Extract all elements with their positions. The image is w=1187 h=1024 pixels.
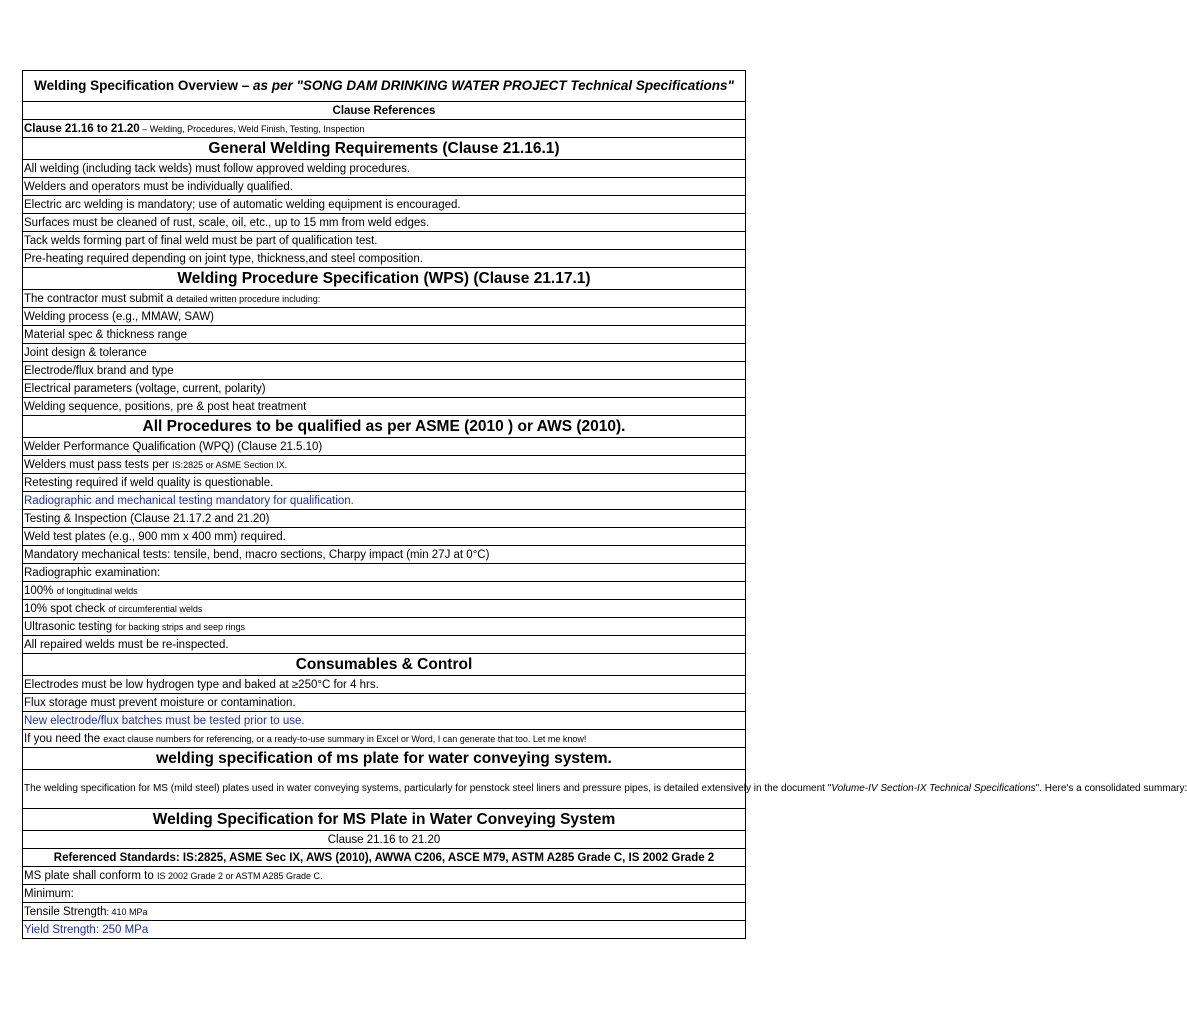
consumables-heading-row bbox=[23, 654, 746, 676]
general-heading[interactable]: General Welding Requirements (Clause 21.16.1) bbox=[23, 138, 746, 160]
specification-sheet bbox=[22, 70, 1187, 939]
welder-test-item[interactable] bbox=[23, 456, 746, 474]
yield-strength-item[interactable]: Yield Strength: 250 MPa bbox=[23, 921, 746, 939]
general-item[interactable]: Tack welds forming part of final weld must be part of qualification test. bbox=[23, 232, 746, 250]
referenced-standards[interactable]: Referenced Standards: IS:2825, ASME Sec IX, AWS (2010), AWWA C206, ASCE M79, ASTM A285 Grade C, IS 2002 Grade 2 bbox=[23, 849, 746, 867]
ultrasonic-item[interactable] bbox=[23, 618, 746, 636]
title-main: Welding Specification Overview – bbox=[34, 78, 253, 93]
spot-check-main: 10% spot check bbox=[24, 602, 109, 615]
title-italic: as per "SONG DAM DRINKING WATER PROJECT Technical Specifications" bbox=[252, 78, 734, 93]
sheet-title[interactable] bbox=[23, 71, 746, 102]
general-item[interactable]: Electric arc welding is mandatory; use of automatic welding equipment is encouraged. bbox=[23, 196, 746, 214]
general-item[interactable]: Pre-heating required depending on joint type, thickness,and steel composition. bbox=[23, 250, 746, 268]
longitudinal-main: 100% bbox=[24, 584, 57, 597]
new-batch-item[interactable]: New electrode/flux batches must be tested prior to use. bbox=[23, 712, 746, 730]
tensile-main: Tensile Strength bbox=[24, 905, 107, 918]
help-note-main: If you need the bbox=[24, 732, 104, 745]
wpq-subheading[interactable]: Welder Performance Qualification (WPQ) (Clause 21.5.10) bbox=[23, 438, 746, 456]
conform-main: MS plate shall conform to bbox=[24, 869, 157, 882]
summary-part2: ". Here's a consolidated summary: bbox=[1035, 783, 1187, 794]
ms-clause-range[interactable]: Clause 21.16 to 21.20 bbox=[23, 831, 746, 849]
wps-heading-row bbox=[23, 268, 746, 290]
clause-range-row bbox=[23, 120, 746, 138]
flux-item[interactable]: Flux storage must prevent moisture or contamination. bbox=[23, 694, 746, 712]
wps-item[interactable]: Electrical parameters (voltage, current, polarity) bbox=[23, 380, 746, 398]
general-item[interactable]: Welders and operators must be individually qualified. bbox=[23, 178, 746, 196]
asme-heading[interactable]: All Procedures to be qualified as per ASME (2010 ) or AWS (2010). bbox=[23, 416, 746, 438]
wps-item[interactable]: Material spec & thickness range bbox=[23, 326, 746, 344]
clause-references-row bbox=[23, 102, 746, 120]
wps-intro-main: The contractor must submit a bbox=[24, 292, 177, 305]
ultrasonic-small: for backing strips and seep rings bbox=[115, 621, 245, 632]
mechanical-tests-item[interactable]: Mandatory mechanical tests: tensile, bend, macro sections, Charpy impact (min 27J at 0°C) bbox=[23, 546, 746, 564]
clause-range-desc: – Welding, Procedures, Weld Finish, Testing, Inspection bbox=[139, 123, 365, 134]
longitudinal-small: of longitudinal welds bbox=[56, 585, 138, 596]
ms-plate-heading[interactable]: welding specification of ms plate for water conveying system. bbox=[23, 748, 746, 770]
wps-intro-small: detailed written procedure including: bbox=[176, 293, 321, 304]
tensile-value: : 410 MPa bbox=[106, 906, 148, 917]
ultrasonic-main: Ultrasonic testing bbox=[24, 620, 116, 633]
summary-row bbox=[23, 770, 746, 809]
help-note-small: exact clause numbers for referencing, or a ready-to-use summary in Excel or Word, I can generate that too. Let me know! bbox=[103, 733, 587, 744]
radiographic-exam-item[interactable]: Radiographic examination: bbox=[23, 564, 746, 582]
spot-check-small: of circumferential welds bbox=[108, 603, 203, 614]
retest-item[interactable]: Retesting required if weld quality is questionable. bbox=[23, 474, 746, 492]
summary-document-name: Volume-IV Section-IX Technical Specifications bbox=[831, 783, 1036, 794]
general-item[interactable]: Surfaces must be cleaned of rust, scale, oil, etc., up to 15 mm from weld edges. bbox=[23, 214, 746, 232]
consumables-heading[interactable]: Consumables & Control bbox=[23, 654, 746, 676]
wps-item[interactable]: Welding sequence, positions, pre & post heat treatment bbox=[23, 398, 746, 416]
test-plates-item[interactable]: Weld test plates (e.g., 900 mm x 400 mm) required. bbox=[23, 528, 746, 546]
help-note[interactable] bbox=[23, 730, 746, 748]
wps-item[interactable]: Electrode/flux brand and type bbox=[23, 362, 746, 380]
wps-intro[interactable] bbox=[23, 290, 746, 308]
wps-item[interactable]: Joint design & tolerance bbox=[23, 344, 746, 362]
welder-test-small: IS:2825 or ASME Section IX. bbox=[172, 459, 288, 470]
longitudinal-welds-item[interactable] bbox=[23, 582, 746, 600]
ms-spec-heading[interactable]: Welding Specification for MS Plate in Water Conveying System bbox=[23, 809, 746, 831]
welder-test-main: Welders must pass tests per bbox=[24, 458, 173, 471]
repaired-welds-item[interactable]: All repaired welds must be re-inspected. bbox=[23, 636, 746, 654]
minimum-label[interactable]: Minimum: bbox=[23, 885, 746, 903]
clause-references-header[interactable]: Clause References bbox=[23, 102, 746, 120]
general-item[interactable]: All welding (including tack welds) must follow approved welding procedures. bbox=[23, 160, 746, 178]
ms-spec-heading-row bbox=[23, 809, 746, 831]
wps-item[interactable]: Welding process (e.g., MMAW, SAW) bbox=[23, 308, 746, 326]
summary-paragraph[interactable] bbox=[23, 770, 1187, 809]
clause-range-bold: Clause 21.16 to 21.20 bbox=[24, 122, 140, 135]
ms-heading-row bbox=[23, 748, 746, 770]
conform-small: IS 2002 Grade 2 or ASTM A285 Grade C. bbox=[156, 870, 323, 881]
asme-heading-row bbox=[23, 416, 746, 438]
tensile-strength-item[interactable] bbox=[23, 903, 746, 921]
conform-item[interactable] bbox=[23, 867, 746, 885]
testing-subheading[interactable]: Testing & Inspection (Clause 21.17.2 and 21.20) bbox=[23, 510, 746, 528]
spot-check-item[interactable] bbox=[23, 600, 746, 618]
electrodes-item[interactable]: Electrodes must be low hydrogen type and baked at ≥250°C for 4 hrs. bbox=[23, 676, 746, 694]
general-heading-row bbox=[23, 138, 746, 160]
clause-range-cell[interactable] bbox=[23, 120, 746, 138]
title-row bbox=[23, 71, 746, 102]
radiographic-mandatory-item[interactable]: Radiographic and mechanical testing mandatory for qualification. bbox=[23, 492, 746, 510]
summary-part1: The welding specification for MS (mild steel) plates used in water conveying systems, particularly for penstock steel liners and pressure pipes, is detailed extensively in the document " bbox=[24, 783, 832, 794]
wps-heading[interactable]: Welding Procedure Specification (WPS) (Clause 21.17.1) bbox=[23, 268, 746, 290]
